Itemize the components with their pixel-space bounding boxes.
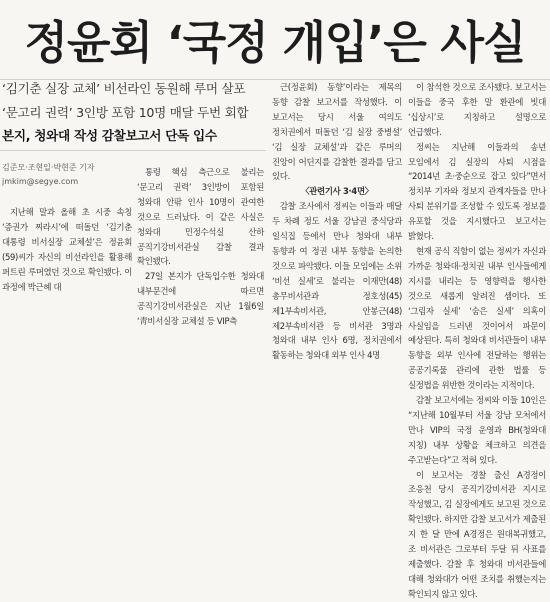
- related-articles-note: 〈관련기사 3·4면〉: [301, 186, 373, 197]
- headline: 정윤회 ‘국정 개입’은 사실: [24, 16, 526, 69]
- paragraph: 감찰 보고서에는 정씨와 이들 10인은 “지난해 10월부터 서울 강남 모처에서 만나 VIP의 국정 운영과 BH(청와대 지칭) 내부 상황을 체크하고 의견을 주고받는다”고 적혀 있다.: [408, 395, 546, 465]
- paragraph: 근(정윤회) 동향’이라는 제목의 동향 감찰 보고서를 작성했다. 이 보고서는 당시 서울 여의도 정치권에서 떠돌던 ‘김 실장 중병설’ ‘김 실장 교체설’과 같은 루머의 진앙이 어딘지를 감찰한 결과를 담고 있다.: [272, 82, 402, 182]
- byline-reporters: 김준모·조현일·박현준 기자: [2, 163, 95, 172]
- subhead-divider: [0, 150, 266, 151]
- paragraph: 통령 핵심 측근으로 불리는 ‘문고리 권력’ 3인방이 포함된 청와대 안팎 인사 10명이 관여한 것으로 드러났다. 이 같은 사실은 청와대 민정수석실 산하 공직기강비서관실 감찰 결과 확인됐다.: [137, 167, 264, 267]
- article-column-1: [2, 205, 132, 325]
- paragraph: 이 참석한 것으로 조사됐다. 보고서는 이들을 중국 후한 말 환관에 빗대 ‘십상시’로 지칭하고 설명으로 언급했다.: [408, 82, 546, 137]
- article-column-3: [272, 80, 402, 361]
- paragraph: 감찰 조사에서 정씨는 이들과 매달 두 차례 정도 서울 강남권 중식당과 일식집 등에서 만나 청와대 내부 동향과 여 정권 내부 동향을 논의한 것으로 파악됐다. 이들 모임에는 소위 ‘비선 실세’로 불리는 이재만(48) 총무비서관과 정호성(45) 제1부속비서관, 안봉근(48) 제2부속비서관 등 비서관 3명과 청와대 내부 인사 6명, 정치권에서 활동하는 청와대 외부 인사 4명: [272, 201, 402, 361]
- paragraph: 정씨는 지난해 이들과의 송년 모임에서 김 실장의 사퇴 시점을 “2014년 초·중순으로 잡고 있다”면서 정치부 기자와 정보지 관계자들을 만나 사퇴 분위기를 조성할 수 있도록 정보를 유포할 것을 지시했다고 보고서는 밝혔다.: [408, 141, 546, 242]
- article-column-4: [408, 80, 546, 599]
- paragraph: 지난해 말과 올해 초 시중 속칭 ‘증권가 찌라시’에 떠돌던 ‘김기춘 대통령 비서실장 교체설’은 정윤회(59)씨가 자신의 비선라인을 활용해 퍼트린 루머였던 것으로 확인됐다. 이 과정에 박근혜 대: [2, 207, 132, 292]
- paragraph: 27일 본지가 단독입수한 청와대 내부문건에 따르면 공직기강비서관실은 지난 1월6일 ‘靑비서실장 교체설 등 VIP측: [137, 271, 264, 327]
- byline-email: jmkim@segye.com: [2, 177, 79, 186]
- paragraph: 현재 공식 직함이 없는 정씨가 자신과 가까운 청와대·정치권 내부 인사들에게 지시를 내리는 등 영향력을 행사한 것으로 새롭게 알려진 셈이다. 또 ‘그림자 실세’ ‘숨은 실세’ 의혹이 사실임을 드러낸 것이어서 파문이 예상된다. 특히 청와대 비서관들이 내부 동향을 외부 인사에 전달하는 행위는 공공기록물 관리에 관한 법률 등 실정법을 위반한 것이라는 지적이다.: [408, 245, 546, 391]
- paragraph: 이 보고서는 경찰 출신 A경정이 조응천 당시 공직기강비서관 지시로 작성했고, 김 실장에게도 보고된 것으로 확인됐다. 하지만 감찰 보고서가 제출된 지 한 달 만에 A경정은 원대복귀했고, 조 비서관은 그로부터 두달 뒤 사표를 제출했다. 감찰 후 청와대 비서관들에 대해 청와대가 어떤 조치를 취했는지는 확인되지 않고 있다.: [408, 469, 546, 599]
- article-column-2: [137, 165, 264, 325]
- subhead-1: ‘김기춘 실장 교체’ 비선라인 동원해 루머 살포: [2, 81, 246, 96]
- subhead-2: ‘문고리 권력’ 3인방 포함 10명 매달 두번 회합: [2, 105, 249, 120]
- subhead-3: 본지, 청와대 작성 감찰보고서 단독 입수: [2, 128, 217, 143]
